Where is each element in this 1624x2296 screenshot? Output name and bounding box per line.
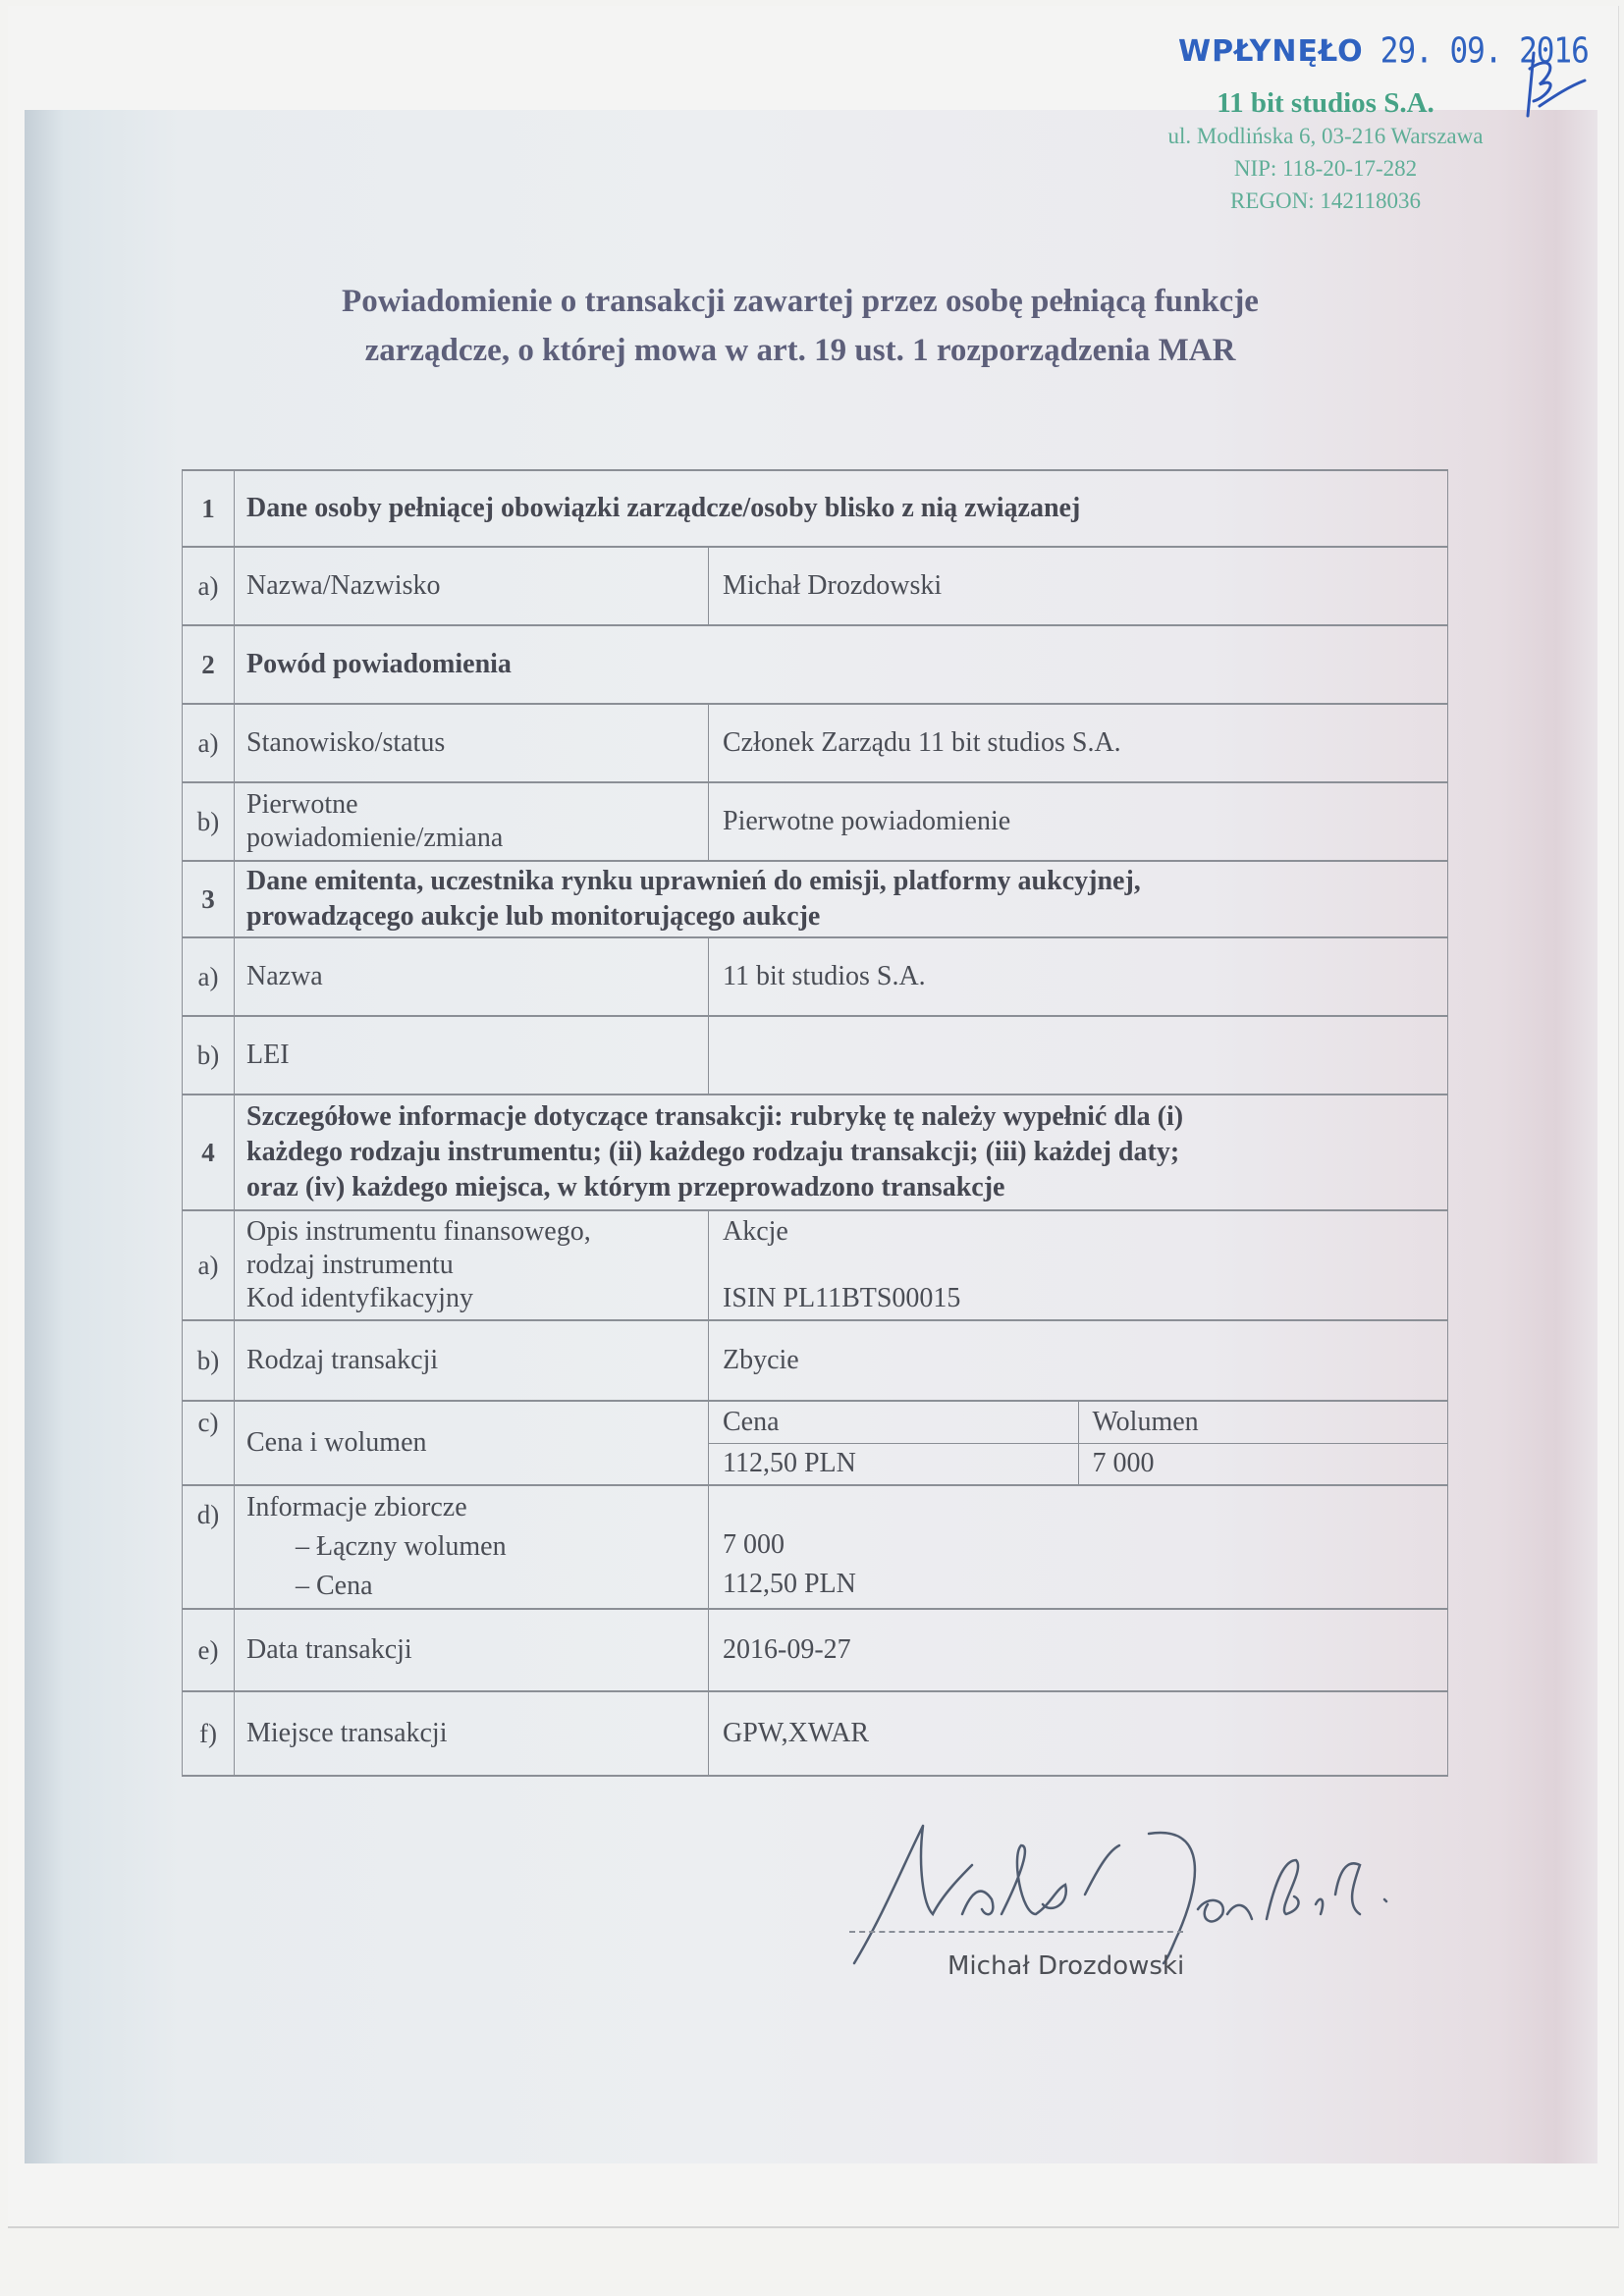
row-value: 11 bit studios S.A. xyxy=(708,938,1448,1015)
value-line: ISIN PL11BTS00015 xyxy=(723,1283,961,1313)
heading-line: oraz (iv) każdego miejsca, w którym przeprowadzono transakcje xyxy=(246,1172,1005,1202)
row-marker: a) xyxy=(182,938,235,1015)
grid-data-row xyxy=(709,1443,1447,1485)
company-nip: NIP: 118-20-17-282 xyxy=(1233,156,1418,181)
row-issuer-name xyxy=(182,938,1448,1017)
signature-line xyxy=(849,1931,1183,1933)
row-marker: f) xyxy=(182,1692,235,1775)
row-label: Miejsce transakcji xyxy=(246,1718,448,1748)
section-number: 4 xyxy=(182,1095,235,1209)
row-value xyxy=(708,1486,1448,1608)
section-heading: Dane osoby pełniącej obowiązki zarządcze/osoby blisko z nią związanej xyxy=(235,471,1448,546)
label-line: Opis instrumentu finansowego, xyxy=(246,1216,591,1247)
section-heading xyxy=(235,862,1448,936)
price-cell: 112,50 PLN xyxy=(723,1448,856,1479)
row-marker: d) xyxy=(182,1486,235,1608)
section-4-header xyxy=(182,1095,1448,1211)
document-title xyxy=(226,277,1375,375)
label-line: Kod identyfikacyjny xyxy=(246,1283,473,1313)
handwritten-signature-icon xyxy=(825,1806,1434,1973)
row-position xyxy=(182,705,1448,783)
company-regon: REGON: 142118036 xyxy=(1229,188,1421,213)
row-instrument xyxy=(182,1211,1448,1321)
section-number: 2 xyxy=(182,626,235,703)
price-volume-grid xyxy=(708,1402,1448,1484)
row-aggregated-info xyxy=(182,1486,1448,1610)
row-lei xyxy=(182,1017,1448,1095)
row-label xyxy=(235,783,708,860)
heading-line: każdego rodzaju instrumentu; (ii) każdego rodzaju transakcji; (iii) każdej daty; xyxy=(246,1137,1180,1167)
row-transaction-place xyxy=(182,1692,1448,1777)
section-1-header xyxy=(182,469,1448,548)
volume-cell: 7 000 xyxy=(1078,1444,1448,1485)
row-label: Nazwa xyxy=(246,961,323,991)
row-marker: b) xyxy=(182,783,235,860)
label-item: – Cena xyxy=(296,1571,373,1601)
row-value xyxy=(708,1017,1448,1094)
row-value: Zbycie xyxy=(708,1321,1448,1400)
company-stamp xyxy=(1110,86,1542,217)
value-line: 112,50 PLN xyxy=(723,1569,856,1599)
row-label: LEI xyxy=(246,1040,290,1070)
row-marker: b) xyxy=(182,1017,235,1094)
row-label: Rodzaj transakcji xyxy=(246,1345,439,1375)
value-line: 7 000 xyxy=(723,1529,785,1560)
section-heading: Powód powiadomienia xyxy=(235,626,1448,703)
stamp-label: WPŁYNĘŁO xyxy=(1178,34,1364,69)
row-label: Cena i wolumen xyxy=(246,1427,427,1458)
row-value: GPW,XWAR xyxy=(708,1692,1448,1775)
heading-line: Szczegółowe informacje dotyczące transakcji: rubrykę tę należy wypełnić dla (i) xyxy=(246,1101,1184,1132)
row-marker: c) xyxy=(182,1402,235,1484)
label-line: Pierwotne xyxy=(246,789,358,820)
label-line: Informacje zbiorcze xyxy=(246,1492,467,1522)
row-transaction-date xyxy=(182,1610,1448,1692)
column-header-price: Cena xyxy=(723,1406,780,1437)
section-2-header xyxy=(182,626,1448,705)
section-number: 3 xyxy=(182,862,235,936)
label-line: powiadomienie/zmiana xyxy=(246,823,504,853)
row-notification-type xyxy=(182,783,1448,862)
row-label xyxy=(235,1211,708,1319)
title-line-2: zarządcze, o której mowa w art. 19 ust. 1 rozporządzenia MAR xyxy=(364,333,1236,368)
row-value xyxy=(708,1211,1448,1319)
row-marker: e) xyxy=(182,1610,235,1690)
row-marker: a) xyxy=(182,705,235,781)
row-transaction-type xyxy=(182,1321,1448,1402)
value-spacer xyxy=(723,1249,1447,1282)
title-line-1: Powiadomienie o transakcji zawartej przez osobę pełniącą funkcje xyxy=(342,284,1259,319)
signatory-name: Michał Drozdowski xyxy=(947,1951,1185,1981)
row-value: Pierwotne powiadomienie xyxy=(708,783,1448,860)
label-item: – Łączny wolumen xyxy=(296,1531,507,1562)
row-marker: a) xyxy=(182,1211,235,1319)
row-marker: a) xyxy=(182,548,235,624)
notification-form-table xyxy=(182,469,1448,1777)
label-line: rodzaj instrumentu xyxy=(246,1250,454,1280)
heading-line: prowadzącego aukcje lub monitorującego aukcje xyxy=(246,901,821,932)
heading-line: Dane emitenta, uczestnika rynku uprawnień do emisji, platformy aukcyjnej, xyxy=(246,866,1141,896)
section-heading xyxy=(235,1095,1448,1209)
company-name: 11 bit studios S.A. xyxy=(1217,87,1435,119)
row-marker: b) xyxy=(182,1321,235,1400)
row-value: Członek Zarządu 11 bit studios S.A. xyxy=(708,705,1448,781)
row-label: Stanowisko/status xyxy=(246,727,446,758)
company-address: ul. Modlińska 6, 03-216 Warszawa xyxy=(1167,124,1484,148)
row-name xyxy=(182,548,1448,626)
row-price-volume xyxy=(182,1402,1448,1486)
row-label: Data transakcji xyxy=(246,1634,412,1665)
row-label: Nazwa/Nazwisko xyxy=(246,570,441,601)
row-value: Michał Drozdowski xyxy=(708,548,1448,624)
section-3-header xyxy=(182,862,1448,938)
grid-header-row xyxy=(709,1402,1447,1443)
row-value: 2016-09-27 xyxy=(708,1610,1448,1690)
value-line: Akcje xyxy=(723,1216,788,1247)
stamp-date: 29. 09. 2016 xyxy=(1380,30,1589,72)
row-label xyxy=(235,1486,708,1608)
section-number: 1 xyxy=(182,471,235,546)
column-header-volume: Wolumen xyxy=(1078,1402,1448,1443)
